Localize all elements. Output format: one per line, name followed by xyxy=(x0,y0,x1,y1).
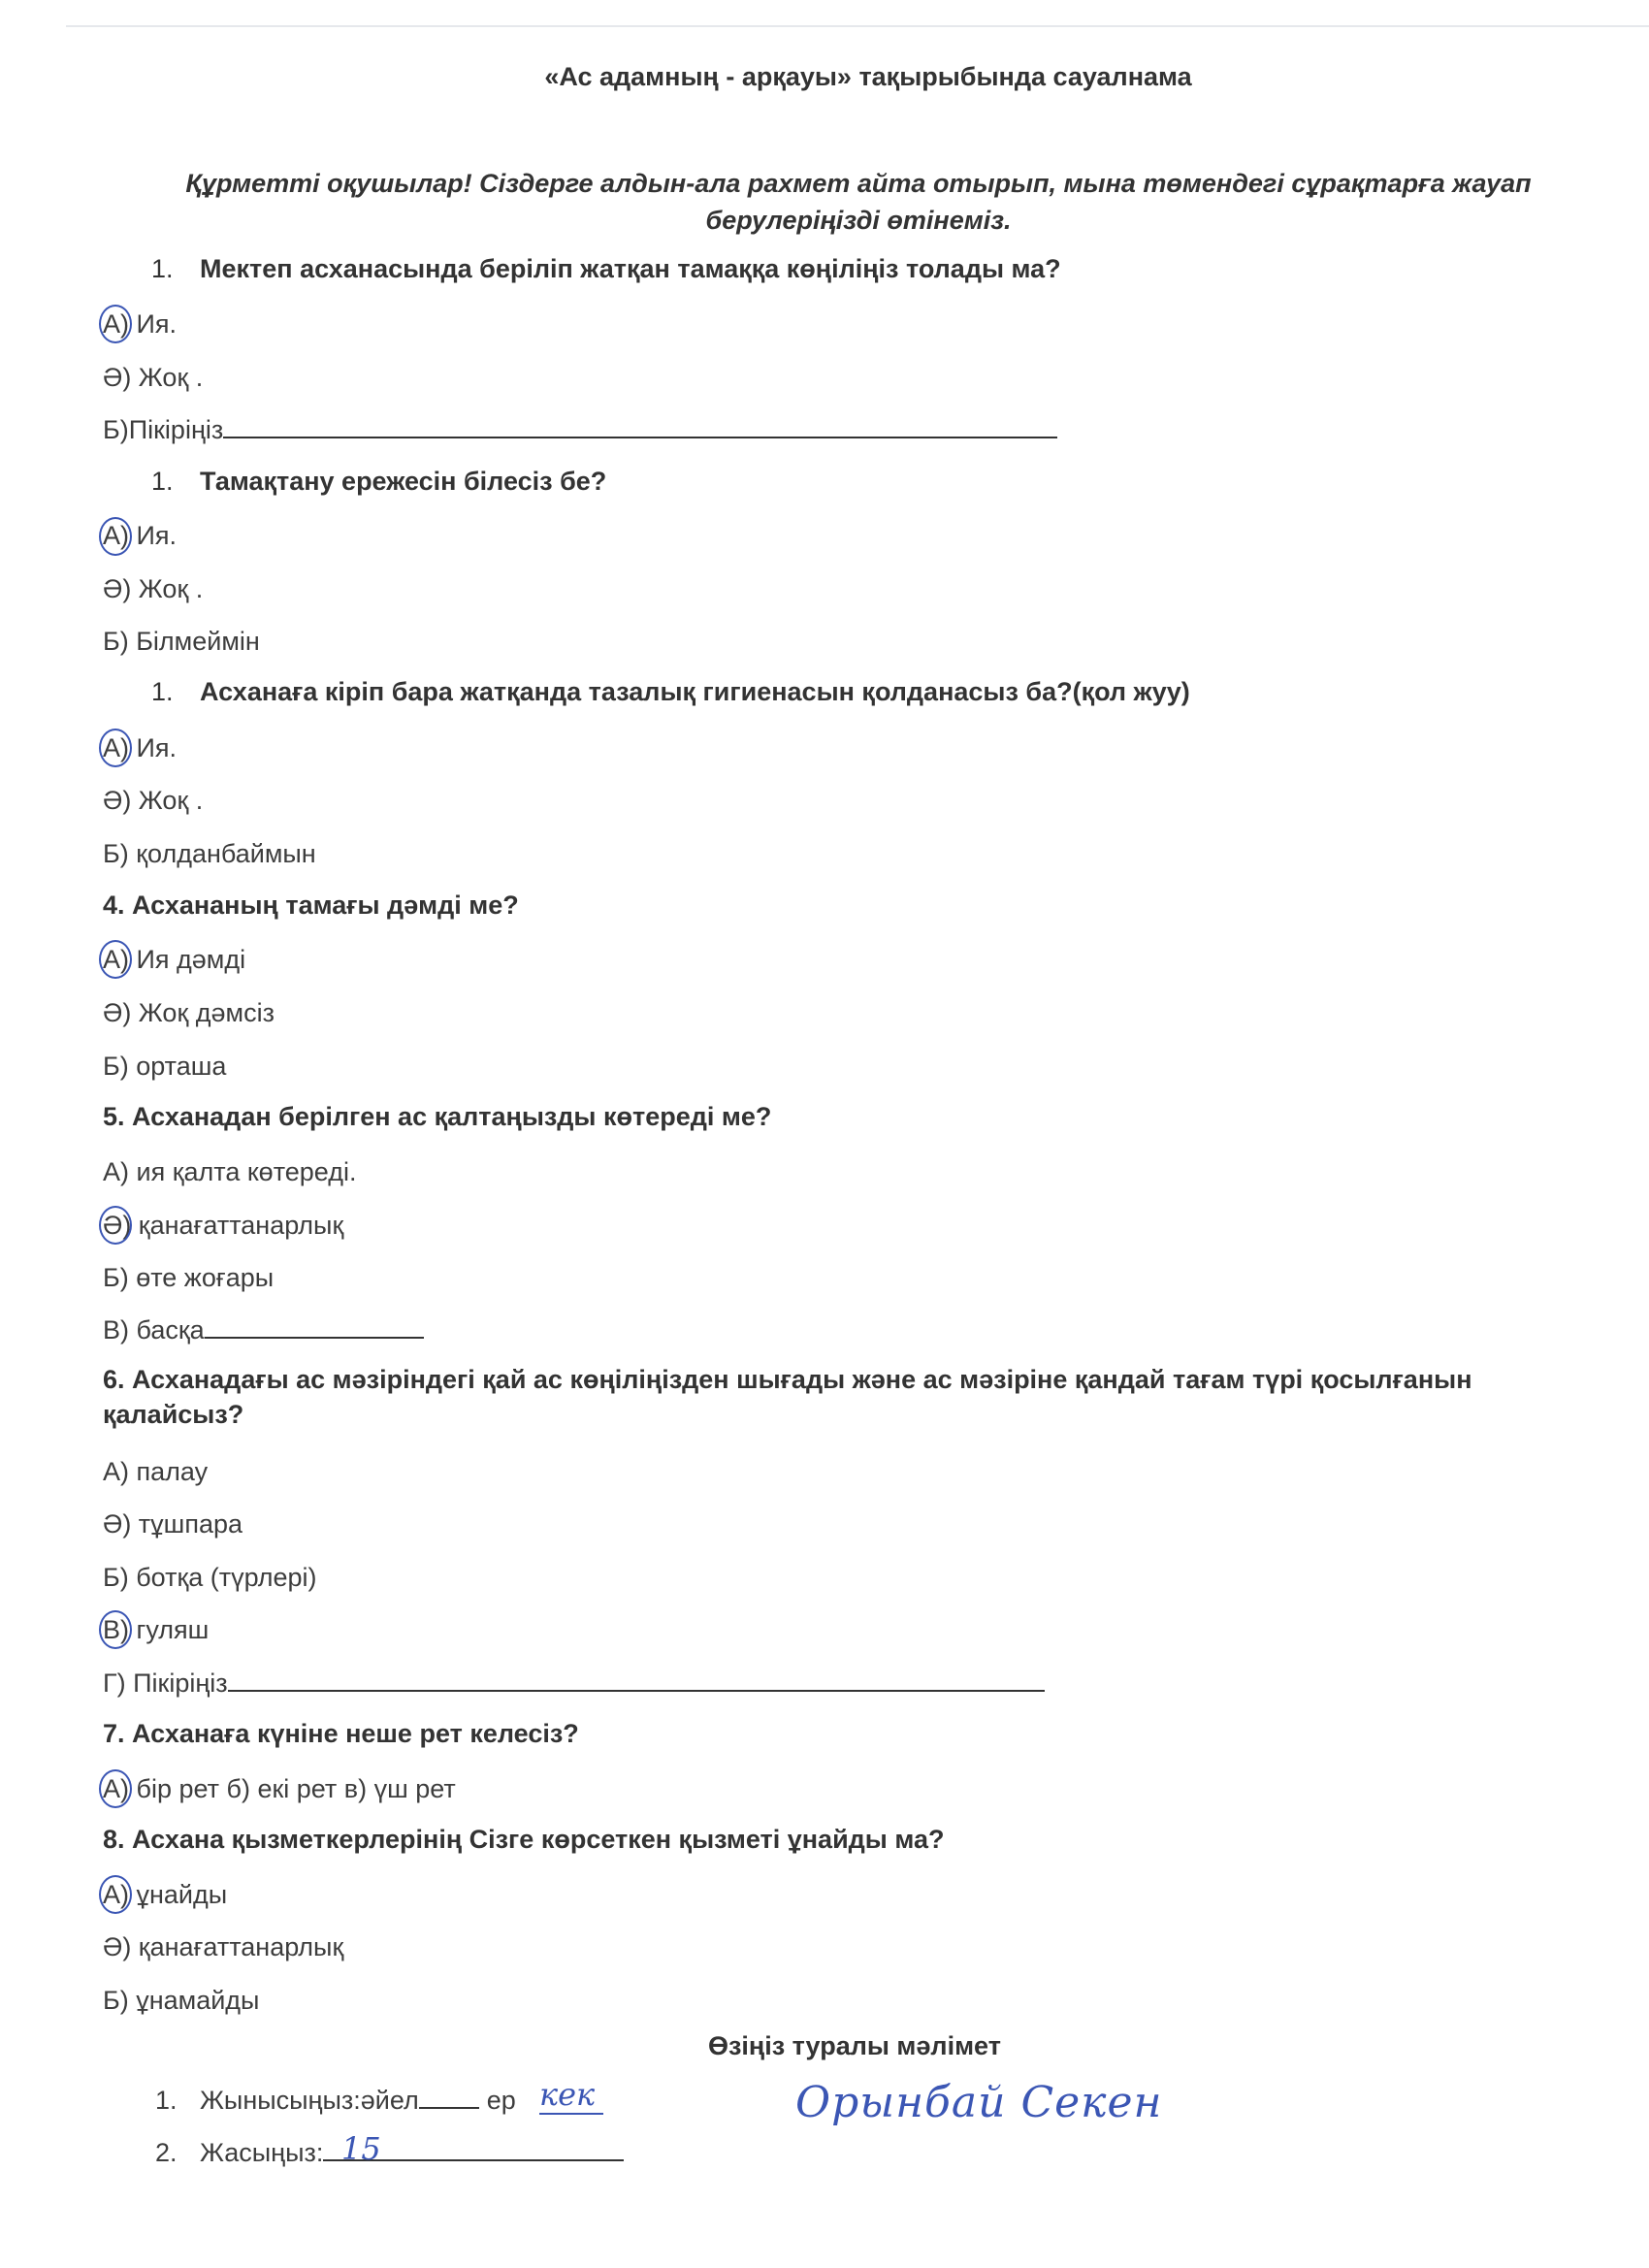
q2-option-c[interactable]: Б) Білмеймін xyxy=(103,627,260,656)
q2-option-b[interactable]: Ә) Жоқ . xyxy=(103,574,204,603)
age-handwritten[interactable]: 15 xyxy=(341,2130,381,2167)
q7-options[interactable]: А) бір рет б) екі рет в) үш рет xyxy=(103,1774,456,1803)
q5-option-a[interactable]: А) ия қалта көтереді. xyxy=(103,1157,357,1186)
question-5: 5. Асханадан берілген ас қалтаңызды көтереді ме? xyxy=(103,1102,772,1131)
q5-option-d-label: В) басқа xyxy=(103,1315,205,1345)
question-2-text: Тамақтану ережесін білесіз бе? xyxy=(200,467,607,496)
question-4: 4. Асхананың тамағы дәмді ме? xyxy=(103,891,519,920)
q4-option-b[interactable]: Ә) Жоқ дәмсіз xyxy=(103,998,275,1027)
q2-option-a[interactable]: А) Ия. xyxy=(103,521,178,550)
q8-option-b[interactable]: Ә) қанағаттанарлық xyxy=(103,1932,344,1961)
question-1-number: 1. xyxy=(151,254,174,283)
age-field-number: 2. xyxy=(155,2138,178,2167)
q8-option-c[interactable]: Б) ұнамайды xyxy=(103,1986,260,2015)
q1-selection-circle xyxy=(99,305,132,343)
q5-option-b[interactable]: Ә) қанағаттанарлық xyxy=(103,1211,344,1240)
question-1-text: Мектеп асханасында беріліп жатқан тамаққа көңіліңіз толады ма? xyxy=(200,254,1061,283)
gender-male-handwritten[interactable]: кек xyxy=(539,2076,596,2113)
page-top-rule xyxy=(66,25,1649,27)
question-8: 8. Асхана қызметкерлерінің Сізге көрсеткен қызметі ұнайды ма? xyxy=(103,1825,945,1854)
q7-selection-circle xyxy=(99,1769,132,1808)
gender-field-number: 1. xyxy=(155,2086,178,2115)
question-3 xyxy=(151,677,1190,707)
signature-handwritten: Орынбай Секен xyxy=(795,2078,1163,2127)
question-3-text: Асханаға кіріп бара жатқанда тазалық гигиенасын қолданасыз ба?(қол жуу) xyxy=(200,677,1190,706)
question-7: 7. Асханаға күніне неше рет келесіз? xyxy=(103,1719,579,1748)
age-label: Жасыңыз: xyxy=(200,2138,324,2167)
q3-selection-circle xyxy=(99,729,132,767)
gender-label-male: ер xyxy=(486,2086,516,2115)
q4-selection-circle xyxy=(99,940,132,979)
q6-option-a[interactable]: А) палау xyxy=(103,1457,209,1486)
q1-option-c[interactable] xyxy=(103,415,1057,445)
q5-option-c[interactable]: Б) өте жоғары xyxy=(103,1263,275,1292)
gender-label-female: Жынысыңыз:әйел xyxy=(200,2086,419,2115)
q4-option-a[interactable]: А) Ия дәмді xyxy=(103,945,246,974)
q1-answer-blank[interactable] xyxy=(223,415,1057,438)
q6-answer-blank[interactable] xyxy=(228,1669,1045,1692)
question-1 xyxy=(151,254,1061,284)
intro-text: Құрметті оқушылар! Сіздерге алдын-ала рахмет айта отырып, мына төмендегі сұрақтарға жауап берулеріңізді өтінеміз. xyxy=(185,169,1532,235)
page-title: «Ас адамның - арқауы» тақырыбында сауалнама xyxy=(544,62,1192,91)
q8-option-a[interactable]: А) ұнайды xyxy=(103,1880,228,1909)
q1-option-c-label: Б)Пікіріңіз xyxy=(103,415,224,444)
q6-option-e[interactable] xyxy=(103,1669,1045,1699)
q3-option-b[interactable]: Ә) Жоқ . xyxy=(103,786,204,815)
q6-selection-circle xyxy=(99,1610,132,1649)
q3-option-a[interactable]: А) Ия. xyxy=(103,733,178,762)
q5-other-blank[interactable] xyxy=(205,1315,424,1339)
q1-option-b[interactable]: Ә) Жоқ . xyxy=(103,363,204,392)
q6-option-e-label: Г) Пікіріңіз xyxy=(103,1669,228,1698)
question-2 xyxy=(151,467,606,497)
question-6: 6. Асханадағы ас мәзіріндегі қай ас көңіліңізден шығады және ас мәзіріне қандай тағам түрі қосылғанын қалайсыз? xyxy=(103,1365,1472,1429)
q6-option-b[interactable]: Ә) тұшпара xyxy=(103,1509,243,1539)
gender-field xyxy=(155,2086,516,2116)
q6-option-d[interactable]: В) гуляш xyxy=(103,1615,210,1644)
gender-female-blank[interactable] xyxy=(419,2086,479,2109)
q2-selection-circle xyxy=(99,517,132,556)
gender-male-underline xyxy=(539,2113,603,2115)
q3-option-c[interactable]: Б) қолданбаймын xyxy=(103,839,316,868)
q8-selection-circle xyxy=(99,1875,132,1914)
q5-option-d[interactable] xyxy=(103,1315,424,1345)
question-2-number: 1. xyxy=(151,467,174,496)
q4-option-c[interactable]: Б) орташа xyxy=(103,1052,227,1081)
question-3-number: 1. xyxy=(151,677,174,706)
q1-option-a[interactable]: А) Ия. xyxy=(103,309,178,339)
q6-option-c[interactable]: Б) ботқа (түрлері) xyxy=(103,1563,317,1592)
q5-selection-circle xyxy=(99,1206,132,1245)
about-heading: Өзіңіз туралы мәлімет xyxy=(708,2031,1001,2060)
age-field xyxy=(155,2138,624,2168)
